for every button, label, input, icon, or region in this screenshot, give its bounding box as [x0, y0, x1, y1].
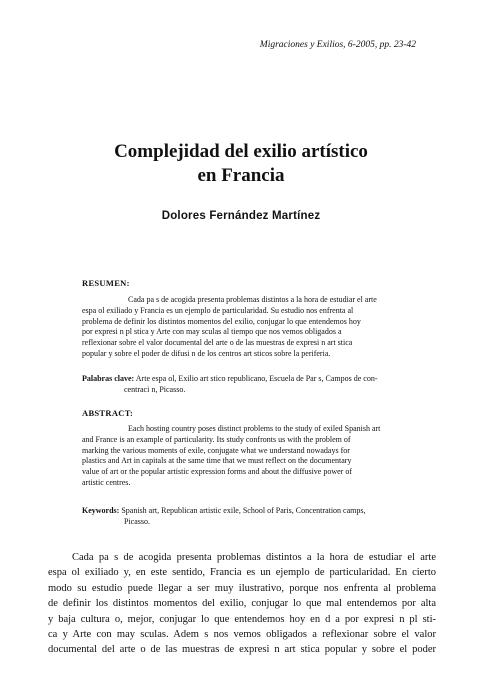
- abstract-heading: ABSTRACT:: [82, 408, 134, 418]
- resumen-line: reflexionar sobre el valor documental del arte o de las muestras de expresi n art stica: [82, 338, 353, 348]
- body-line: ca y Arte con may sculas. Adem s nos vemos obligados a reflexionar sobre el valor: [48, 629, 436, 641]
- resumen-line: problema de definir los distintos momentos del exilio, conjugar lo que entendemos hoy: [82, 316, 361, 326]
- body-line: y baja cultura o, mejor, conjugar lo que entendemos hoy en d a por expresi n pl sti-: [48, 613, 436, 625]
- abstract-line: value of art or the popular artistic expression forms and about the diffusive power of: [82, 467, 352, 477]
- abstract-line: artistic centres.: [82, 477, 131, 487]
- abstract-body: [82, 424, 414, 489]
- abstract-keywords: [82, 506, 414, 528]
- title-line-1: Complejidad del exilio artístico: [114, 141, 368, 162]
- keywords-label: Keywords:: [82, 506, 120, 515]
- resumen-line: espa ol exiliado y Francia es un ejemplo de particularidad. Su estudio nos enfrenta al: [82, 305, 354, 315]
- body-line: documental del arte o de las muestras de expresi n art stica popular y sobre el poder: [48, 644, 436, 656]
- abstract-line: plastics and Art in capitals at the same time that we must reflect on the documentary: [82, 456, 352, 466]
- resumen-body: [82, 295, 414, 360]
- keywords-text: Arte espa ol, Exilio art stico republicano, Escuela de Par s, Campos de con-: [135, 374, 378, 383]
- author-name: Dolores Fernández Martínez: [161, 210, 321, 222]
- journal-reference: Migraciones y Exilios, 6-2005, pp. 23-42: [259, 40, 416, 50]
- title-line-2: en Francia: [197, 165, 285, 186]
- body-line: Cada pa s de acogida presenta problemas distintos a la hora de estudiar el arte: [72, 552, 436, 563]
- resumen-line: popular y sobre el poder de difusi n de los centros art sticos sobre la periferia.: [82, 348, 331, 358]
- keywords-text: Spanish art, Republican artistic exile, School of Paris, Concentration camps,: [121, 506, 366, 515]
- resumen-line: por expresi n pl stica y Arte con may sculas al tiempo que nos vemos obligados a: [82, 327, 342, 337]
- body-paragraph: [48, 550, 436, 658]
- body-line: modo su estudio puede llegar a ser muy ilustrativo, porque nos enfrenta al problema: [48, 582, 436, 594]
- body-line: espa ol exiliado y, en este sentido, Francia es un ejemplo de particularidad. En cierto: [48, 567, 436, 579]
- abstract-line: marking the various moments of exile, conjugate what we understand nowadays for: [82, 445, 350, 455]
- resumen-keywords: [82, 374, 414, 396]
- keywords-text-cont: centraci n, Picasso.: [124, 384, 186, 394]
- body-line: de definir los distintos momentos del exilio, conjugar lo que mal entendemos por alta: [48, 598, 436, 610]
- resumen-line: Cada pa s de acogida presenta problemas distintos a la hora de estudiar el arte: [128, 295, 377, 304]
- abstract-line: Each hosting country poses distinct problems to the study of exiled Spanish art: [128, 424, 381, 433]
- keywords-label: Palabras clave:: [82, 374, 135, 383]
- abstract-line: and France is an example of particularity. Its study confronts us with the problem of: [82, 434, 351, 444]
- keywords-text-cont: Picasso.: [124, 516, 150, 526]
- resumen-heading: RESUMEN:: [82, 278, 130, 288]
- article-title: [0, 140, 482, 188]
